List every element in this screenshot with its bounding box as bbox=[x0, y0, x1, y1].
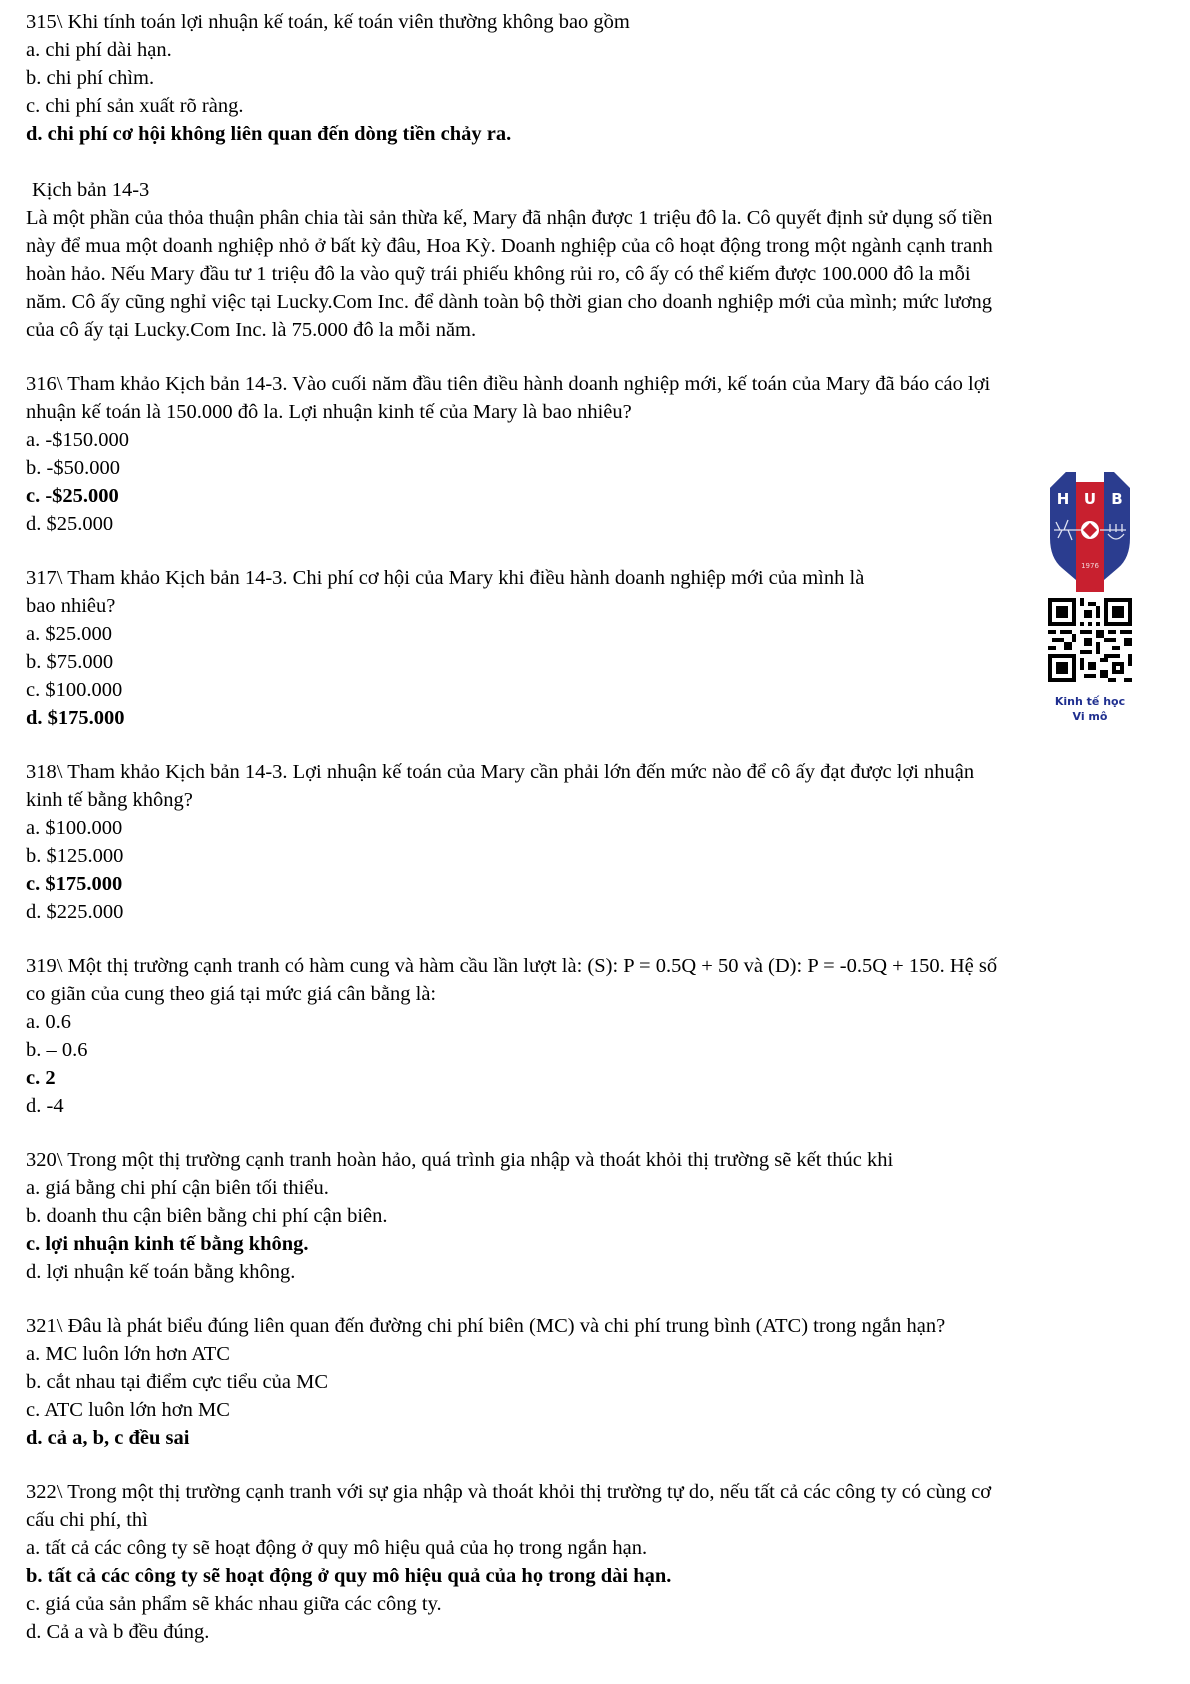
option-c-answer: c. $175.000 bbox=[26, 873, 123, 895]
option-d-answer: d. cả a, b, c đều sai bbox=[26, 1427, 190, 1449]
logo-year: 1976 bbox=[1081, 562, 1099, 570]
question-stem: 319\ Một thị trường cạnh tranh có hàm cung và hàm cầu lần lượt là: (S): P = 0.5Q + 50 và (D): P = -0.5Q + 150. Hệ số bbox=[26, 955, 998, 977]
option-c-answer: c. -$25.000 bbox=[26, 485, 119, 507]
question-stem-cont: bao nhiêu? bbox=[26, 595, 116, 617]
logo-caption-line1: Kinh tế học bbox=[1054, 695, 1126, 708]
emblem-icon bbox=[1081, 521, 1099, 539]
question-315 bbox=[26, 8, 1176, 148]
option-c-answer: c. lợi nhuận kinh tế bằng không. bbox=[26, 1233, 309, 1255]
option-c-answer: c. 2 bbox=[26, 1067, 56, 1089]
option-a: a. chi phí dài hạn. bbox=[26, 39, 172, 61]
question-stem: 320\ Trong một thị trường cạnh tranh hoàn hảo, quá trình gia nhập và thoát khỏi thị trường sẽ kết thúc khi bbox=[26, 1149, 894, 1171]
scenario-line: Là một phần của thỏa thuận phân chia tài sản thừa kế, Mary đã nhận được 1 triệu đô la. Cô quyết định sử dụng số tiền bbox=[26, 207, 993, 229]
question-stem-cont: nhuận kế toán là 150.000 đô la. Lợi nhuận kinh tế của Mary là bao nhiêu? bbox=[26, 401, 632, 423]
option-d: d. Cả a và b đều đúng. bbox=[26, 1621, 210, 1643]
scenario-line: năm. Cô ấy cũng nghỉ việc tại Lucky.Com Inc. để dành toàn bộ thời gian cho doanh nghiệp mới của mình; mức lương bbox=[26, 291, 993, 313]
hub-logo bbox=[1046, 468, 1134, 592]
option-b: b. – 0.6 bbox=[26, 1039, 88, 1061]
option-c: c. ATC luôn lớn hơn MC bbox=[26, 1399, 230, 1421]
question-stem: 322\ Trong một thị trường cạnh tranh với sự gia nhập và thoát khỏi thị trường tự do, nếu tất cả các công ty có cùng cơ bbox=[26, 1481, 992, 1503]
logo-caption-line2: Vi mô bbox=[1072, 710, 1108, 723]
logo-letter-h: H bbox=[1056, 490, 1070, 508]
option-a: a. MC luôn lớn hơn ATC bbox=[26, 1343, 230, 1365]
question-stem-cont: kinh tế bằng không? bbox=[26, 789, 193, 811]
question-stem-cont: cấu chi phí, thì bbox=[26, 1509, 148, 1531]
question-stem-cont: co giãn của cung theo giá tại mức giá cân bằng là: bbox=[26, 983, 437, 1005]
question-316 bbox=[26, 370, 1176, 538]
option-b: b. chi phí chìm. bbox=[26, 67, 155, 89]
option-c: c. giá của sản phẩm sẽ khác nhau giữa các công ty. bbox=[26, 1593, 442, 1615]
question-322 bbox=[26, 1478, 1176, 1646]
option-b-answer: b. tất cả các công ty sẽ hoạt động ở quy mô hiệu quả của họ trong dài hạn. bbox=[26, 1565, 672, 1587]
option-d: d. $225.000 bbox=[26, 901, 124, 923]
option-a: a. $100.000 bbox=[26, 817, 123, 839]
question-stem: 315\ Khi tính toán lợi nhuận kế toán, kế toán viên thường không bao gồm bbox=[26, 11, 630, 33]
question-317 bbox=[26, 564, 1176, 732]
option-b: b. cắt nhau tại điểm cực tiểu của MC bbox=[26, 1371, 328, 1393]
qr-code[interactable] bbox=[1048, 598, 1132, 682]
question-320 bbox=[26, 1146, 1176, 1286]
logo-letter-u: U bbox=[1083, 490, 1097, 508]
option-a: a. 0.6 bbox=[26, 1011, 71, 1033]
question-319 bbox=[26, 952, 1176, 1120]
option-d: d. -4 bbox=[26, 1095, 64, 1117]
question-321 bbox=[26, 1312, 1176, 1452]
logo-letter-b: B bbox=[1111, 490, 1123, 508]
option-b: b. -$50.000 bbox=[26, 457, 120, 479]
question-stem: 321\ Đâu là phát biểu đúng liên quan đến đường chi phí biên (MC) và chi phí trung bình (ATC) trong ngắn hạn? bbox=[26, 1315, 946, 1337]
option-d: d. lợi nhuận kế toán bằng không. bbox=[26, 1261, 296, 1283]
scenario-line: của cô ấy tại Lucky.Com Inc. là 75.000 đô la mỗi năm. bbox=[26, 319, 477, 341]
option-b: b. $75.000 bbox=[26, 651, 114, 673]
option-b: b. doanh thu cận biên bằng chi phí cận biên. bbox=[26, 1205, 388, 1227]
option-a: a. giá bằng chi phí cận biên tối thiểu. bbox=[26, 1177, 329, 1199]
scenario-14-3 bbox=[26, 176, 1176, 344]
scenario-line: này để mua một doanh nghiệp nhỏ ở bất kỳ đâu, Hoa Kỳ. Doanh nghiệp của cô hoạt động trong một ngành cạnh tranh bbox=[26, 235, 993, 257]
option-d-answer: d. $175.000 bbox=[26, 707, 125, 729]
option-b: b. $125.000 bbox=[26, 845, 124, 867]
option-a: a. tất cả các công ty sẽ hoạt động ở quy mô hiệu quả của họ trong ngắn hạn. bbox=[26, 1537, 648, 1559]
option-d-answer: d. chi phí cơ hội không liên quan đến dòng tiền chảy ra. bbox=[26, 123, 512, 145]
question-stem: 316\ Tham khảo Kịch bản 14-3. Vào cuối năm đầu tiên điều hành doanh nghiệp mới, kế toán của Mary đã báo cáo lợi bbox=[26, 373, 991, 395]
scenario-title: Kịch bản 14-3 bbox=[32, 179, 150, 201]
question-318 bbox=[26, 758, 1176, 926]
option-a: a. $25.000 bbox=[26, 623, 112, 645]
option-c: c. $100.000 bbox=[26, 679, 123, 701]
question-stem: 317\ Tham khảo Kịch bản 14-3. Chi phí cơ hội của Mary khi điều hành doanh nghiệp mới của mình là bbox=[26, 567, 865, 589]
question-stem: 318\ Tham khảo Kịch bản 14-3. Lợi nhuận kế toán của Mary cần phải lớn đến mức nào để cô ấy đạt được lợi nhuận bbox=[26, 761, 975, 783]
option-d: d. $25.000 bbox=[26, 513, 114, 535]
option-a: a. -$150.000 bbox=[26, 429, 130, 451]
scenario-line: hoàn hảo. Nếu Mary đầu tư 1 triệu đô la vào quỹ trái phiếu không rủi ro, cô ấy có thể kiếm được 100.000 đô la mỗi bbox=[26, 263, 971, 285]
logo-caption bbox=[1030, 694, 1150, 724]
option-c: c. chi phí sản xuất rõ ràng. bbox=[26, 95, 244, 117]
